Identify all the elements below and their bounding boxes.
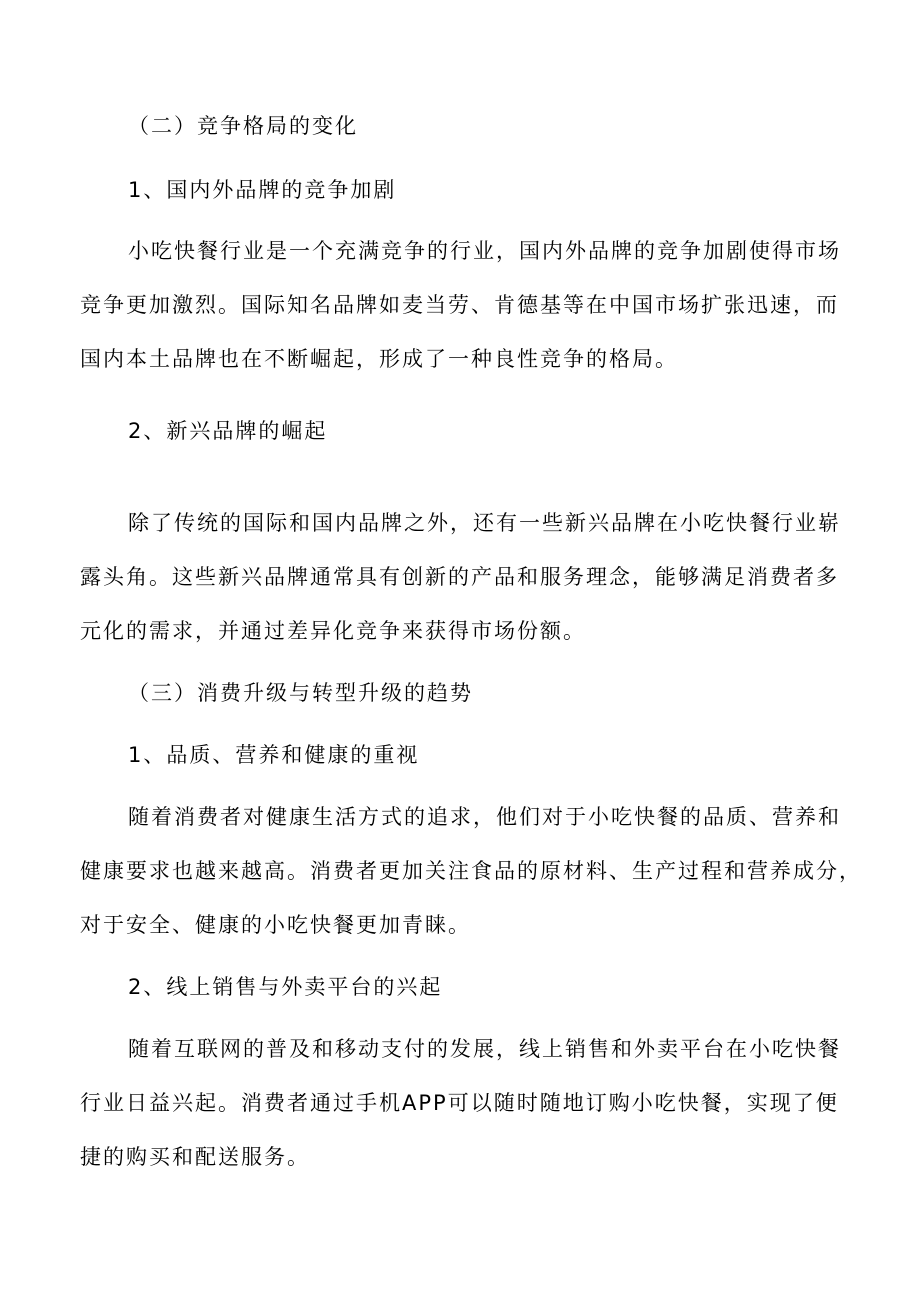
paragraph-line: 捷的购买和配送服务。 (80, 1145, 310, 1169)
paragraph-line: 国内本土品牌也在不断崛起，形成了一种良性竞争的格局。 (80, 347, 678, 371)
paragraph-line: 随着消费者对健康生活方式的追求，他们对于小吃快餐的品质、营养和 (128, 805, 841, 829)
paragraph-line: 元化的需求，并通过差异化竞争来获得市场份额。 (80, 619, 586, 643)
section-heading-competition: （二）竞争格局的变化 (128, 114, 358, 138)
paragraph-line: 小吃快餐行业是一个充满竞争的行业，国内外品牌的竞争加剧使得市场 (128, 239, 841, 263)
section-heading-consumption-upgrade: （三）消费升级与转型升级的趋势 (128, 681, 473, 705)
paragraph-line: 随着互联网的普及和移动支付的发展，线上销售和外卖平台在小吃快餐 (128, 1037, 841, 1061)
subsection-heading-quality-health: 1、品质、营养和健康的重视 (128, 743, 420, 767)
subsection-heading-brand-competition: 1、国内外品牌的竞争加剧 (128, 178, 397, 202)
paragraph-line: 对于安全、健康的小吃快餐更加青睐。 (80, 913, 471, 937)
paragraph-line: 行业日益兴起。消费者通过手机APP可以随时随地订购小吃快餐，实现了便 (80, 1091, 839, 1115)
subsection-heading-emerging-brands: 2、新兴品牌的崛起 (128, 419, 328, 443)
subsection-heading-online-delivery: 2、线上销售与外卖平台的兴起 (128, 975, 443, 999)
paragraph-line: 除了传统的国际和国内品牌之外，还有一些新兴品牌在小吃快餐行业崭 (128, 511, 841, 535)
paragraph-line: 竞争更加激烈。国际知名品牌如麦当劳、肯德基等在中国市场扩张迅速，而 (80, 293, 839, 317)
paragraph-line: 露头角。这些新兴品牌通常具有创新的产品和服务理念，能够满足消费者多 (80, 565, 839, 589)
paragraph-line: 健康要求也越来越高。消费者更加关注食品的原材料、生产过程和营养成分， (80, 859, 862, 883)
